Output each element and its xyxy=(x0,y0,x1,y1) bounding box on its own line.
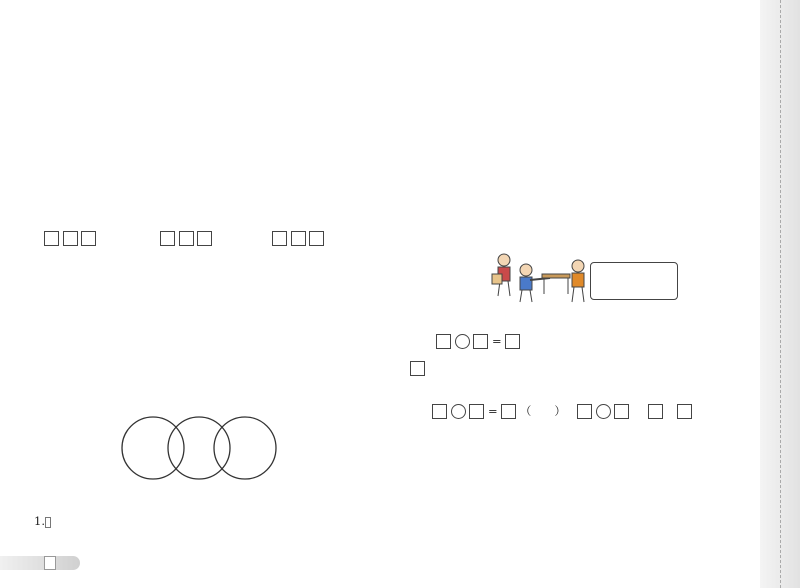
operator-circle[interactable] xyxy=(596,404,611,419)
answer-box[interactable] xyxy=(63,231,78,246)
operator-circle[interactable] xyxy=(455,334,470,349)
answer-box[interactable] xyxy=(432,404,447,419)
answer-box[interactable] xyxy=(577,404,592,419)
option-enough-checkbox[interactable] xyxy=(648,404,663,419)
operator-circle[interactable] xyxy=(451,404,466,419)
answer-box[interactable] xyxy=(501,404,516,419)
answer-box[interactable] xyxy=(614,404,629,419)
answer-box[interactable] xyxy=(44,231,59,246)
publisher-logo xyxy=(45,517,51,528)
q2-sub2-equation-1: = （ ） xyxy=(432,403,566,419)
q2-sub2 xyxy=(410,360,425,376)
footer-band xyxy=(0,556,80,570)
eq-div-2 xyxy=(272,230,324,246)
answer-box[interactable] xyxy=(309,231,324,246)
eq-times xyxy=(44,230,96,246)
three-circles-figure[interactable] xyxy=(120,415,290,481)
rule-speech-bubble xyxy=(590,262,678,300)
page-number xyxy=(44,556,56,570)
q2-sub2-equation-2 xyxy=(577,403,692,419)
answer-box[interactable] xyxy=(505,334,520,349)
sec7-q1-line1: 1. xyxy=(34,514,51,528)
answer-box[interactable] xyxy=(473,334,488,349)
answer-box[interactable] xyxy=(469,404,484,419)
answer-box[interactable] xyxy=(160,231,175,246)
answer-box[interactable] xyxy=(291,231,306,246)
answer-box[interactable] xyxy=(197,231,212,246)
answer-box[interactable] xyxy=(179,231,194,246)
check-box-sample xyxy=(410,361,425,376)
answer-box[interactable] xyxy=(272,231,287,246)
children-carrying-table-illustration xyxy=(490,250,590,306)
answer-box[interactable] xyxy=(436,334,451,349)
eq-div-1 xyxy=(160,230,212,246)
option-not-enough-checkbox[interactable] xyxy=(677,404,692,419)
q2-sub1-equation: = xyxy=(436,333,520,349)
answer-box[interactable] xyxy=(81,231,96,246)
binding-margin xyxy=(760,0,800,588)
